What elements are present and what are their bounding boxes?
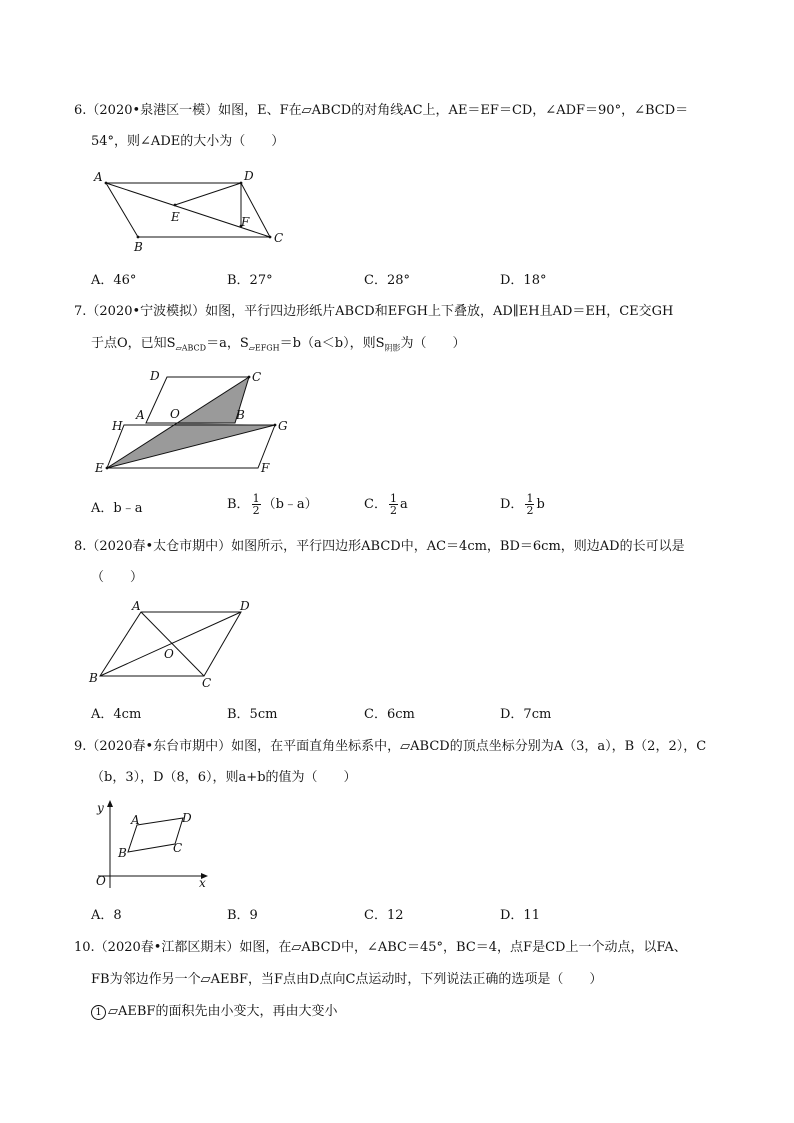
q8-label-a: A	[132, 599, 141, 613]
q9-label-x: x	[199, 876, 206, 890]
q6-label-c: C	[274, 231, 284, 245]
q8-stem-line1: 8.（2020春•太仓市期中）如图所示，平行四边形ABCD中，AC＝4cm，BD＝6cm，则边AD的长可以是	[74, 539, 685, 554]
q8-stem-line2: （ ）	[91, 570, 144, 585]
q7-option-c[interactable]: C． $\frac{1}{2}$ a	[364, 492, 408, 517]
q6-label-b: B	[134, 240, 143, 254]
q6-label-a: A	[94, 170, 103, 184]
q9-label-d: D	[182, 811, 192, 825]
q7-label-g: G	[278, 419, 288, 433]
q9-option-b[interactable]: B．9	[227, 908, 258, 923]
q9-figure	[88, 798, 218, 893]
q6-label-e: E	[171, 210, 180, 224]
q7-label-h: H	[112, 419, 123, 433]
q6-stem-line1: 6.（2020•泉港区一模）如图，E、F在▱ABCD的对角线AC上，AE＝EF＝CD，∠ADF＝90°，∠BCD＝	[74, 103, 689, 118]
q7-label-a: A	[136, 408, 145, 422]
item-number-marker: 1	[91, 1005, 106, 1020]
q9-label-c: C	[173, 841, 183, 855]
q10-item-1[interactable]: 1 ▱AEBF的面积先由小变大，再由大变小	[91, 1003, 337, 1021]
q6-option-c[interactable]: C．28°	[364, 273, 410, 288]
q8-label-b: B	[89, 671, 98, 685]
q6-option-d[interactable]: D．18°	[500, 273, 547, 288]
q8-figure	[86, 598, 266, 693]
q9-option-a[interactable]: A．8	[91, 908, 122, 923]
q7-option-a[interactable]: A．b﹣a	[91, 501, 143, 516]
q10-stem-line2: FB为邻边作另一个▱AEBF，当F点由D点向C点运动时，下列说法正确的选项是（ ）	[91, 972, 603, 987]
q7-figure	[92, 364, 302, 476]
q8-option-a[interactable]: A．4cm	[91, 707, 142, 722]
q7-option-d[interactable]: D． $\frac{1}{2}$ b	[500, 492, 545, 517]
q8-label-c: C	[202, 676, 212, 690]
q7-stem-line1: 7.（2020•宁波模拟）如图，平行四边形纸片ABCD和EFGH上下叠放，AD∥EH且AD＝EH，CE交GH	[74, 304, 674, 319]
q6-label-d: D	[244, 169, 254, 183]
q9-label-y: y	[97, 801, 104, 815]
q7-sub-abcd: ▱ABCD	[175, 343, 207, 353]
q10-stem-line1: 10.（2020春•江都区期末）如图，在▱ABCD中，∠ABC＝45°，BC＝4，点F是CD上一个动点，以FA、	[74, 940, 687, 955]
q9-label-a: A	[131, 813, 140, 827]
q7-label-f: F	[261, 461, 270, 475]
q7-label-o: O	[170, 407, 180, 421]
q9-stem-line1: 9.（2020春•东台市期中）如图，在平面直角坐标系中，▱ABCD的顶点坐标分别为A（3，a），B（2，2），C	[74, 739, 707, 754]
q6-label-f: F	[241, 215, 250, 229]
q8-label-o: O	[164, 647, 174, 661]
q7-sub-efgh: ▱EFGH	[248, 343, 280, 353]
q7-label-c: C	[252, 370, 262, 384]
q7-label-b: B	[236, 408, 245, 422]
q9-stem-line2: （b，3），D（8，6），则a+b的值为（ ）	[91, 770, 357, 785]
q6-option-b[interactable]: B．27°	[227, 273, 273, 288]
q8-option-d[interactable]: D．7cm	[500, 707, 552, 722]
q8-label-d: D	[240, 599, 250, 613]
q7-sub-shadow: 阴影	[384, 343, 401, 353]
q7-option-b[interactable]: B． $\frac{1}{2}$ （b﹣a）	[227, 492, 318, 517]
q7-stem-line2: 于点O，已知$S_{▱ABCD}=a$，$S_{▱EFGH}=b(a<b)$，则$S_{阴影}$为（ ）	[91, 336, 466, 353]
q8-option-b[interactable]: B．5cm	[227, 707, 278, 722]
q9-label-o: O	[96, 874, 106, 888]
q9-label-b: B	[118, 846, 127, 860]
q7-label-e: E	[95, 461, 104, 475]
q9-option-c[interactable]: C．12	[364, 908, 404, 923]
q9-option-d[interactable]: D．11	[500, 908, 540, 923]
q6-figure	[88, 166, 298, 256]
q6-option-a[interactable]: A．46°	[91, 273, 137, 288]
q6-stem-line2: 54°，则∠ADE的大小为（ ）	[91, 134, 285, 149]
q7-label-d: D	[150, 369, 160, 383]
q8-option-c[interactable]: C．6cm	[364, 707, 415, 722]
